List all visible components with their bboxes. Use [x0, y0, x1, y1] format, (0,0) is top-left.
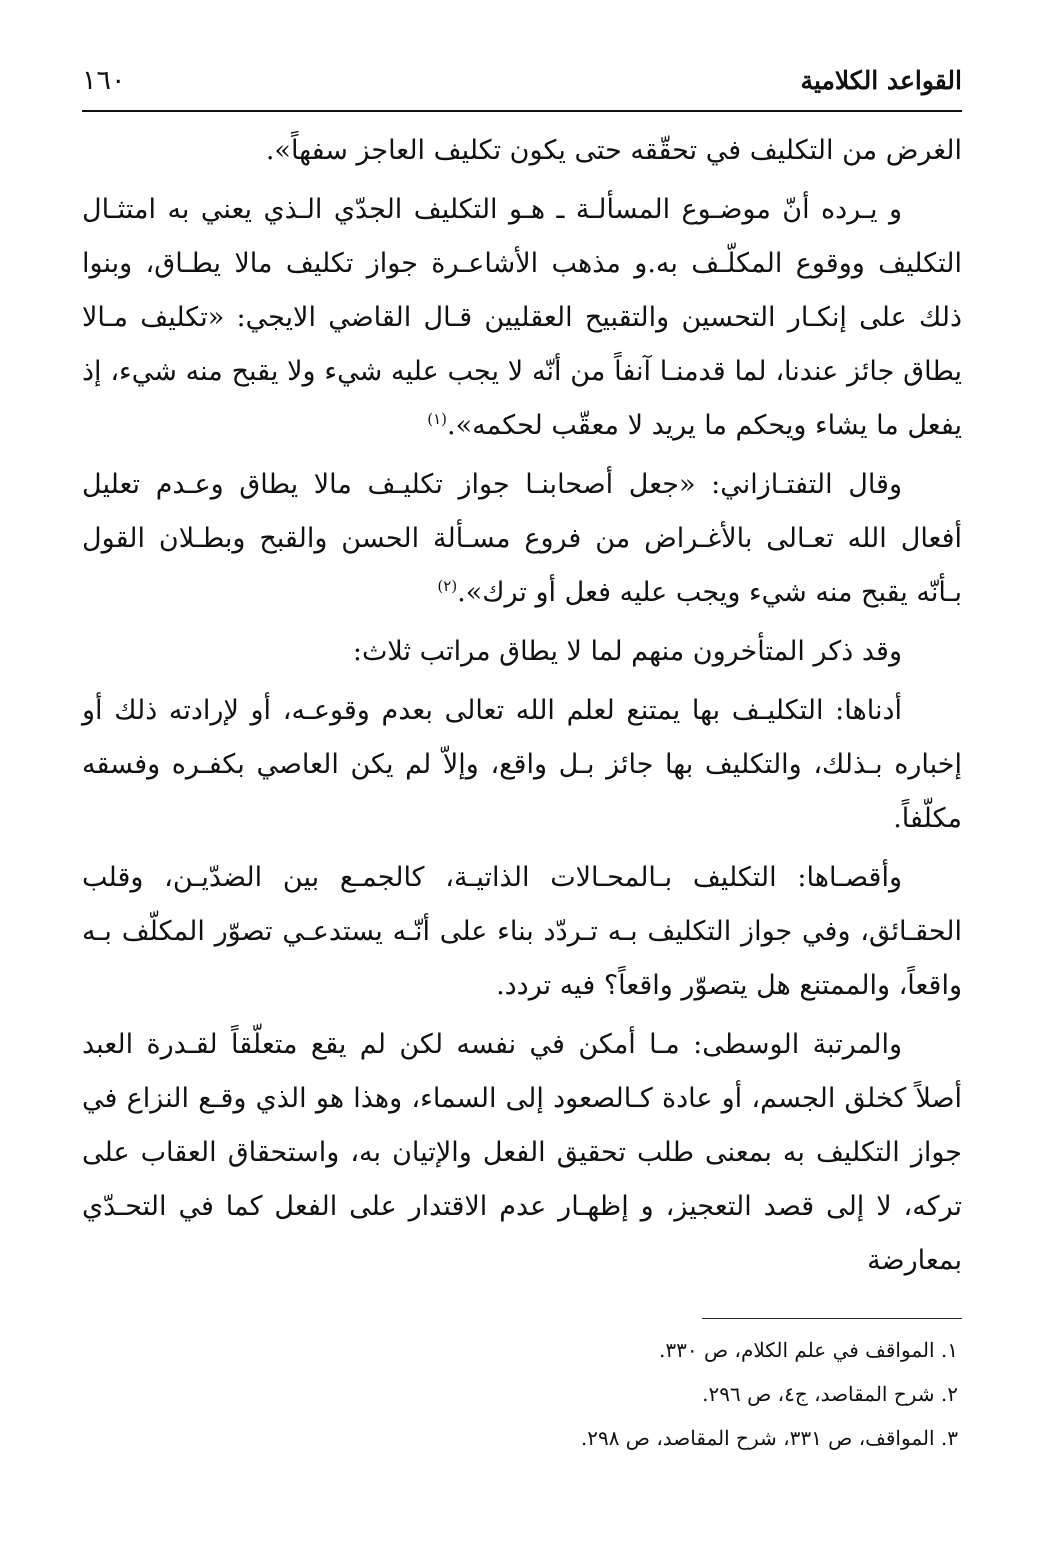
footnote: ١. المواقف في علم الكلام، ص ٣٣٠.: [659, 1338, 958, 1362]
footnote-separator: [702, 1318, 962, 1319]
header-rule: [82, 110, 962, 112]
paragraph: [82, 183, 962, 453]
body-text: [82, 124, 962, 1288]
paragraph-text: أدناها: التكليـف بها يمتنع لعلم الله تعالى بعدم وقوعـه، أو لإرادته ذلك أو إخباره بـذلك، والتكليف بها جائز بـل واقع، وإلاّ لم يكن العاصي بكفـره وفسقه مكلّفاً.: [82, 695, 962, 834]
footnote: ٣. المواقف، ص ٣٣١، شرح المقاصد، ص ٢٩٨.: [580, 1426, 958, 1450]
paragraph: [82, 625, 962, 679]
footnote-ref: (١): [427, 410, 448, 428]
paragraph: [82, 684, 962, 846]
footnote: ٢. شرح المقاصد، ج٤، ص ٢٩٦.: [702, 1382, 958, 1406]
paragraph: [82, 1018, 962, 1288]
paragraph-text: وأقصـاها: التكليف بـالمحـالات الذاتيـة، كالجمـع بين الضدّيـن، وقلب الحقـائق، وفي جواز التكليف بـه تـردّد بناء على أنّـه يستدعـي تصوّر المكلّف بـه واقعاً، والممتنع هل يتصوّر واقعاً؟ فيه تردد.: [82, 862, 962, 1001]
book-page: [82, 0, 962, 1545]
paragraph-text: وقال التفتـازاني: «جعل أصحابنـا جواز تكليـف مالا يطاق وعـدم تعليل أفعال الله تعـالى بالأغـراض من فروع مسـألة الحسن والقبح وبطـلان القول بـأنّه يقبح منه شيء ويجب عليه فعل أو ترك».: [82, 469, 962, 608]
paragraph-text: و يـرده أنّ موضـوع المسألـة ـ هـو التكليف الجدّي الـذي يعني به امتثـال التكليف ووقوع المكلّـف به.و مذهب الأشاعـرة جواز تكليف مالا يطـاق، وبنوا ذلك على إنكـار التحسين والتقبيح العقليين قـال القاضي الايجي: «تكليف مـالا يطاق جائز عندنا، لما قدمنـا آنفاً من أنّه لا يجب عليه شيء ولا يقبح منه شيء، إذ يفعل ما يشاء ويحكم ما يريد لا معقّب لحكمه».: [82, 194, 962, 441]
paragraph-text: الغرض من التكليف في تحقّقه حتى يكون تكليف العاجز سفهاً».: [265, 135, 962, 166]
running-header: [82, 58, 962, 102]
running-title: القواعد الكلامية: [800, 65, 962, 95]
paragraph-text: وقد ذكر المتأخرون منهم لما لا يطاق مراتب ثلاث:: [352, 636, 902, 667]
footnotes-list: [82, 1328, 962, 1460]
paragraph: [82, 851, 962, 1013]
paragraph-continuation: [82, 124, 962, 178]
page-number: ١٦٠: [82, 64, 126, 96]
paragraph: [82, 458, 962, 620]
footnote-ref: (٢): [437, 577, 458, 595]
paragraph-text: والمرتبة الوسطى: مـا أمكن في نفسه لكن لم يقع متعلّقاً لقـدرة العبد أصلاً كخلق الجسم، أو عادة كـالصعود إلى السماء، وهذا هو الذي وقـع النزاع في جواز التكليف به بمعنى طلب تحقيق الفعل والإتيان به، واستحقاق العقاب على تركه، لا إلى قصد التعجيز، و إظهـار عدم الاقتدار على الفعل كما في التحـدّي بمعارضة: [82, 1029, 962, 1276]
